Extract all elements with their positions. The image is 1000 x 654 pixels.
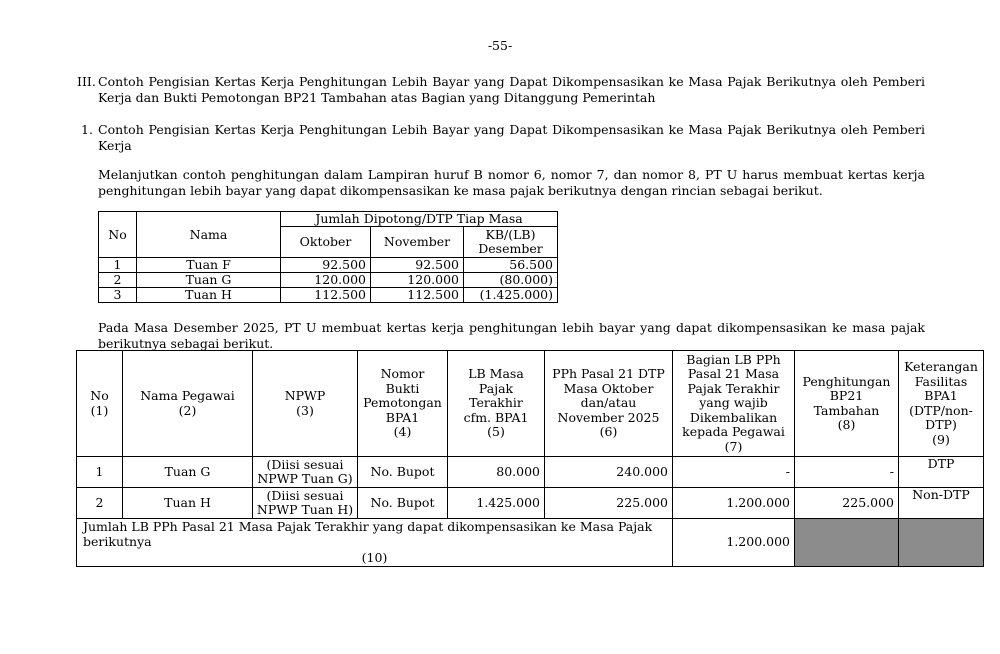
cell-no: 2 xyxy=(99,273,137,288)
cell-november: 112.500 xyxy=(371,288,464,303)
cell-lb: 1.425.000 xyxy=(448,488,545,519)
paragraph-masa-desember: Pada Masa Desember 2025, PT U membuat kertas kerja penghitungan lebih bayar yang dapat dikompensasikan ke masa pajak berikutnya sebagai berikut. xyxy=(98,320,925,351)
cell-november: 120.000 xyxy=(371,273,464,288)
cell-desember: (1.425.000) xyxy=(464,288,558,303)
cell-bupot: No. Bupot xyxy=(358,488,448,519)
cell-no: 3 xyxy=(99,288,137,303)
cell-tambahan: 225.000 xyxy=(795,488,899,519)
header-col-7: Bagian LB PPh Pasal 21 Masa Pajak Terakhir yang wajib Dikembalikan kepada Pegawai (7) xyxy=(673,351,795,457)
table-row xyxy=(77,488,984,519)
cell-nama: Tuan H xyxy=(137,288,281,303)
cell-dtp: 240.000 xyxy=(545,457,673,488)
cell-lb: 80.000 xyxy=(448,457,545,488)
section-text: Contoh Pengisian Kertas Kerja Penghitungan Lebih Bayar yang Dapat Dikompensasikan ke Masa Pajak Berikutnya oleh Pemberi Kerja dan Bukti Pemotongan BP21 Tambahan atas Bagian yang Ditanggung Pemerintah xyxy=(98,74,925,105)
table-row xyxy=(77,457,984,488)
total-number: (10) xyxy=(361,550,388,565)
subsection-text: Contoh Pengisian Kertas Kerja Penghitungan Lebih Bayar yang Dapat Dikompensasikan ke Masa Pajak Berikutnya oleh Pemberi Kerja xyxy=(98,122,925,153)
cell-oktober: 120.000 xyxy=(281,273,371,288)
table-row xyxy=(99,258,558,273)
header-col-9: Keterangan Fasilitas BPA1 (DTP/non-DTP) (9) xyxy=(899,351,984,457)
header-desember: KB/(LB) Desember xyxy=(464,227,558,258)
header-col-5: LB Masa Pajak Terakhir cfm. BPA1 (5) xyxy=(448,351,545,457)
table-row xyxy=(99,288,558,303)
total-label-cell xyxy=(77,519,673,567)
cell-keterangan: Non-DTP xyxy=(899,488,984,519)
header-group: Jumlah Dipotong/DTP Tiap Masa xyxy=(281,212,558,227)
cell-npwp: (Diisi sesuai NPWP Tuan H) xyxy=(253,488,358,519)
shaded-cell xyxy=(899,519,984,567)
table-jumlah-dipotong xyxy=(98,211,558,303)
cell-tambahan: - xyxy=(795,457,899,488)
header-col-6: PPh Pasal 21 DTP Masa Oktober dan/atau November 2025 (6) xyxy=(545,351,673,457)
header-nama: Nama xyxy=(137,212,281,258)
paragraph-intro: Melanjutkan contoh penghitungan dalam Lampiran huruf B nomor 6, nomor 7, dan nomor 8, PT U harus membuat kertas kerja penghitungan lebih bayar yang dapat dikompensasikan ke masa pajak berikutnya dengan rincian sebagai berikut. xyxy=(98,167,925,198)
cell-npwp: (Diisi sesuai NPWP Tuan G) xyxy=(253,457,358,488)
cell-desember: 56.500 xyxy=(464,258,558,273)
cell-nama: Tuan G xyxy=(137,273,281,288)
header-col-3: NPWP (3) xyxy=(253,351,358,457)
cell-nama: Tuan G xyxy=(123,457,253,488)
section-label: III. xyxy=(77,74,96,89)
shaded-cell xyxy=(795,519,899,567)
table-kertas-kerja xyxy=(76,350,984,567)
header-november: November xyxy=(371,227,464,258)
cell-no: 1 xyxy=(77,457,123,488)
cell-november: 92.500 xyxy=(371,258,464,273)
total-row xyxy=(77,519,984,567)
cell-kembali: - xyxy=(673,457,795,488)
cell-keterangan: DTP xyxy=(899,457,984,488)
header-col-8: Penghitungan BP21 Tambahan (8) xyxy=(795,351,899,457)
cell-nama: Tuan F xyxy=(137,258,281,273)
cell-no: 2 xyxy=(77,488,123,519)
cell-dtp: 225.000 xyxy=(545,488,673,519)
page-number: -55- xyxy=(487,38,513,53)
header-no: No xyxy=(99,212,137,258)
cell-oktober: 112.500 xyxy=(281,288,371,303)
header-col-1: No (1) xyxy=(77,351,123,457)
header-col-2: Nama Pegawai (2) xyxy=(123,351,253,457)
cell-oktober: 92.500 xyxy=(281,258,371,273)
cell-kembali: 1.200.000 xyxy=(673,488,795,519)
table-row xyxy=(99,273,558,288)
cell-nama: Tuan H xyxy=(123,488,253,519)
header-oktober: Oktober xyxy=(281,227,371,258)
total-value: 1.200.000 xyxy=(673,519,795,567)
subsection-label: 1. xyxy=(81,122,93,137)
cell-no: 1 xyxy=(99,258,137,273)
header-col-4: Nomor Bukti Pemotongan BPA1 (4) xyxy=(358,351,448,457)
cell-desember: (80.000) xyxy=(464,273,558,288)
cell-bupot: No. Bupot xyxy=(358,457,448,488)
total-label: Jumlah LB PPh Pasal 21 Masa Pajak Terakhir yang dapat dikompensasikan ke Masa Pajak berikutnya xyxy=(83,519,653,549)
